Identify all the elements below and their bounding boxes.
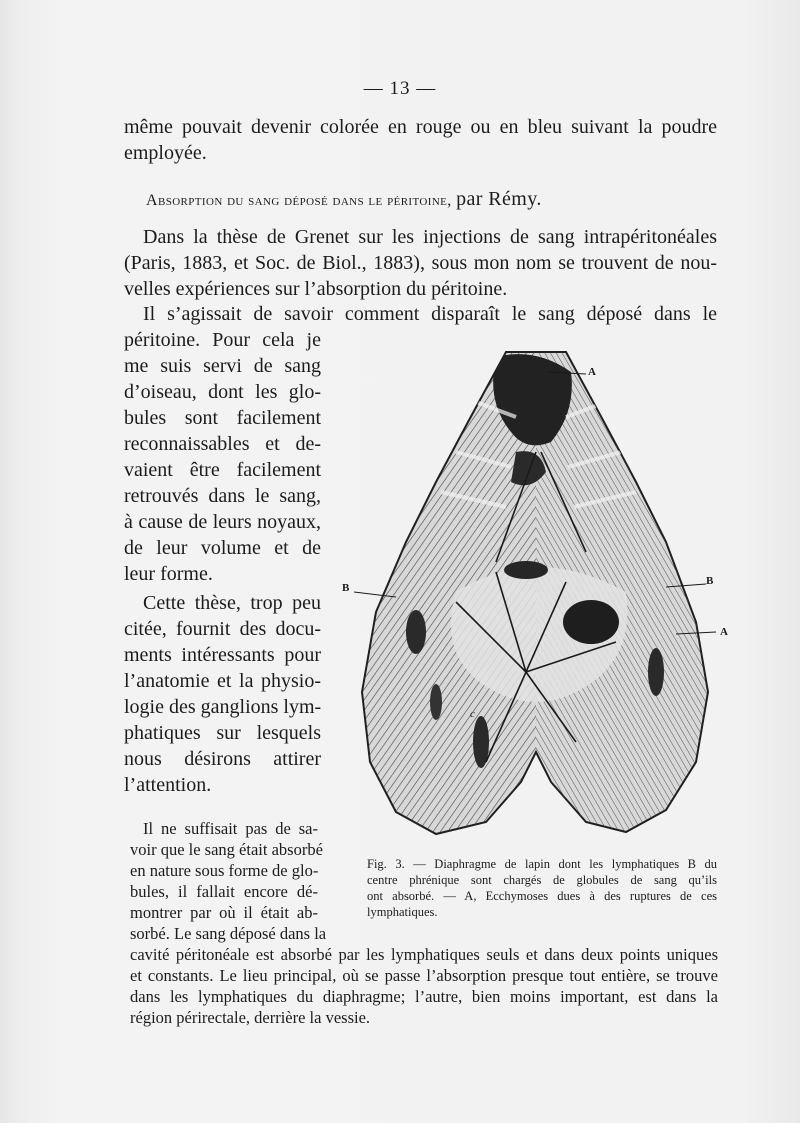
caption-line-1: Fig. 3. — Diaphragme de lapin dont les lymphatiques B du bbox=[367, 857, 717, 871]
para3-line-8: l’attention. bbox=[124, 774, 212, 796]
para1-line-2: (Paris, 1883, et Soc. de Biol., 1883), sous mon nom se trouvent de nou- bbox=[124, 252, 717, 274]
para2-line-6: reconnaissables et de- bbox=[124, 433, 321, 455]
small-line-4: bules, il fallait encore dé- bbox=[130, 882, 318, 901]
para3-line-7: nous désirons attirer bbox=[124, 748, 321, 770]
small-line-8: et constants. Le lieu principal, où se passe l’absorption presque tout entière, se trouve bbox=[130, 966, 718, 985]
para2-line-7: vaient être facilement bbox=[124, 459, 321, 481]
figure-label-b-right: B bbox=[706, 575, 714, 587]
para2-line-3: me suis servi de sang bbox=[124, 355, 321, 377]
para2-line-4: d’oiseau, dont les glo- bbox=[124, 381, 321, 403]
para3-line-2: citée, fournit des docu- bbox=[124, 618, 321, 640]
figure-label-a-right: A bbox=[720, 626, 728, 638]
small-line-5: montrer par où il était ab- bbox=[130, 903, 318, 922]
caption-line-2: centre phrénique sont chargés de globules de sang qu’ils bbox=[367, 873, 717, 887]
section-heading-title: Absorption du sang déposé dans le péritoine, bbox=[146, 192, 452, 209]
page-number: — 13 — bbox=[363, 78, 437, 99]
para3-line-3: ments intéressants pour bbox=[124, 644, 321, 666]
small-line-10: région périrectale, derrière la vessie. bbox=[130, 1008, 371, 1027]
para2-line-11: leur forme. bbox=[124, 563, 213, 585]
para3-line-4: l’anatomie et la physio- bbox=[124, 670, 321, 692]
section-heading bbox=[146, 188, 542, 211]
para3-line-1: Cette thèse, trop peu bbox=[143, 592, 321, 614]
intro-line-2: employée. bbox=[124, 142, 207, 164]
figure-label-a-top: A bbox=[588, 366, 596, 378]
figure-label-b-left: B bbox=[342, 582, 350, 594]
small-line-2: voir que le sang était absorbé bbox=[130, 840, 323, 859]
diaphragm-figure bbox=[336, 342, 736, 842]
figure-label-c: c bbox=[470, 708, 475, 720]
para2-line-8: retrouvés dans le sang, bbox=[124, 485, 321, 507]
small-line-3: en nature sous forme de glo- bbox=[130, 861, 319, 880]
para2-line-5: bules sont facilement bbox=[124, 407, 321, 429]
para1-line-1: Dans la thèse de Grenet sur les injections de sang intrapéritonéales bbox=[143, 226, 717, 248]
para3-line-5: logie des ganglions lym- bbox=[124, 696, 322, 718]
section-heading-author: par Rémy. bbox=[456, 188, 542, 210]
caption-line-3: ont absorbé. — A, Ecchymoses dues à des ruptures de ces bbox=[367, 889, 717, 903]
figure-caption bbox=[367, 856, 717, 920]
intro-line-1: même pouvait devenir colorée en rouge ou en bleu suivant la poudre bbox=[124, 116, 717, 138]
para3-line-6: phatiques sur lesquels bbox=[124, 722, 321, 744]
para2-line-1: Il s’agissait de savoir comment disparaît le sang déposé dans le bbox=[143, 303, 717, 325]
small-line-7: cavité péritonéale est absorbé par les lymphatiques seuls et dans deux points uniques bbox=[130, 945, 718, 964]
para2-line-10: de leur volume et de bbox=[124, 537, 321, 559]
small-line-6: sorbé. Le sang déposé dans la bbox=[130, 924, 327, 943]
para1-line-3: velles expériences sur l’absorption du péritoine. bbox=[124, 278, 508, 300]
small-line-9: dans les lymphatiques du diaphragme; l’autre, bien moins important, est dans la bbox=[130, 987, 718, 1006]
caption-line-4: lymphatiques. bbox=[367, 905, 438, 919]
diaphragm-illustration bbox=[336, 342, 736, 842]
para2-line-9: à cause de leurs noyaux, bbox=[124, 511, 321, 533]
para2-line-2: péritoine. Pour cela je bbox=[124, 329, 321, 351]
small-line-1: Il ne suffisait pas de sa- bbox=[143, 819, 318, 838]
